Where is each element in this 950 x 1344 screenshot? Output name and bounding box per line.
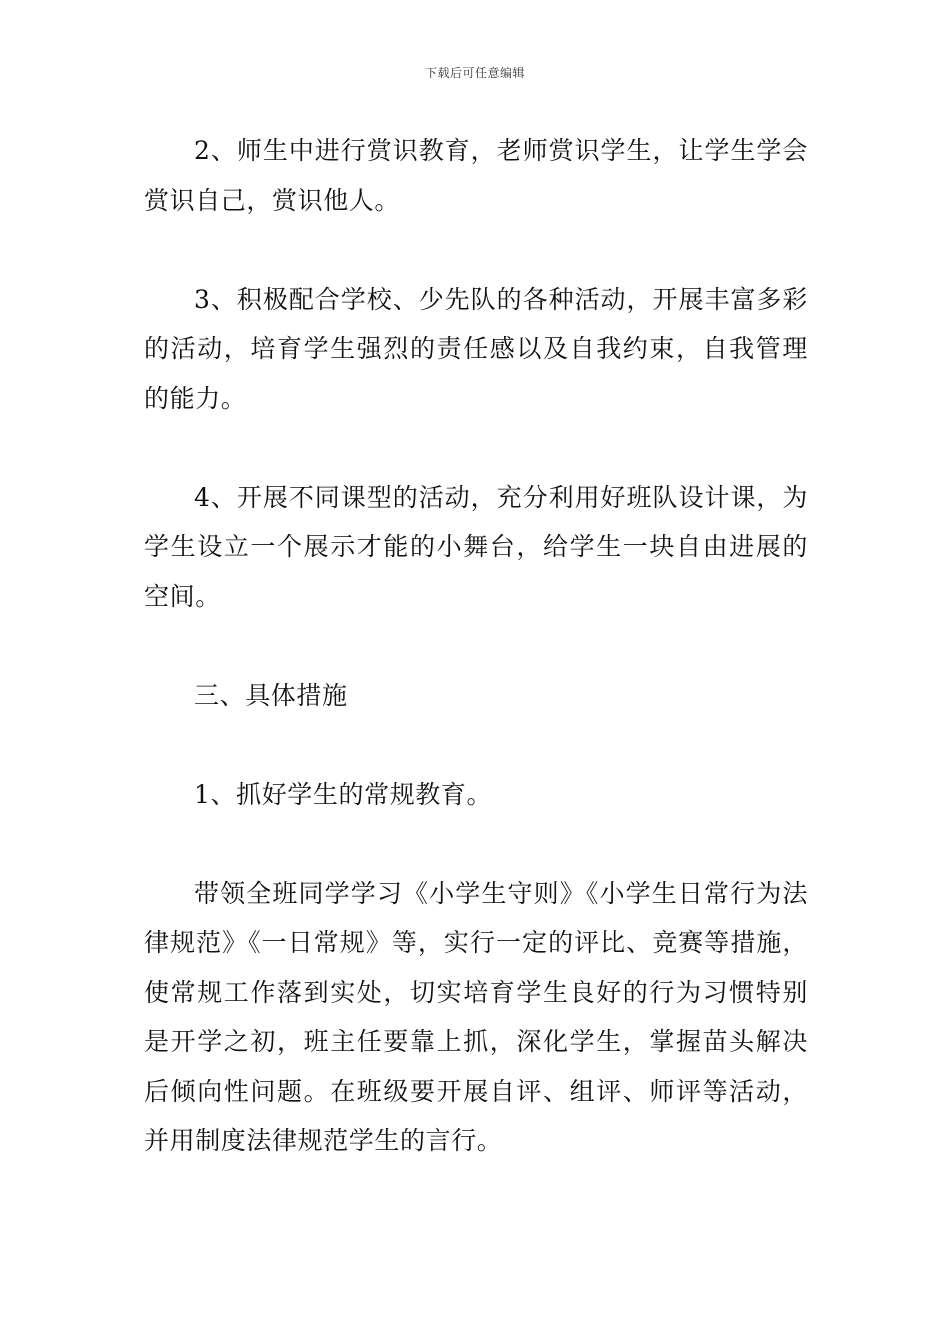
section-heading-measures: 三、具体措施 (194, 680, 348, 710)
page-header: 下载后可任意编辑 (424, 66, 525, 80)
paragraph-appreciation-education: 2、师生中进行赏识教育，老师赏识学生，让学生学会赏识自己，赏识他人。 (144, 136, 808, 215)
paragraph-gap (144, 423, 808, 473)
paragraph-school-activities: 3、积极配合学校、少先队的各种活动，开展丰富多彩的活动，培育学生强烈的责任感以及自我约束，自我管理的能力。 (144, 284, 808, 413)
paragraph-routine-details: 带领全班同学学习《小学生守则》《小学生日常行为法律规范》《一日常规》等，实行一定的评比、竞赛等措施，使常规工作落到实处，切实培育学生良好的行为习惯特别是开学之初，班主任要靠上抓，深化学生，掌握苗头解决后倾向性问题。在班级要开展自评、组评、师评等活动，并用制度法律规范学生的言行。 (144, 878, 808, 1155)
paragraph-gap (144, 720, 808, 770)
paragraph-gap (144, 621, 808, 671)
paragraph-class-activities: 4、开展不同课型的活动，充分利用好班队设计课，为学生设立一个展示才能的小舞台，给学生一块自由进展的空间。 (144, 482, 808, 611)
document-body (144, 126, 808, 1166)
subheading-routine-education: 1、抓好学生的常规教育。 (194, 779, 493, 809)
paragraph-gap (144, 225, 808, 275)
paragraph-gap (144, 819, 808, 869)
